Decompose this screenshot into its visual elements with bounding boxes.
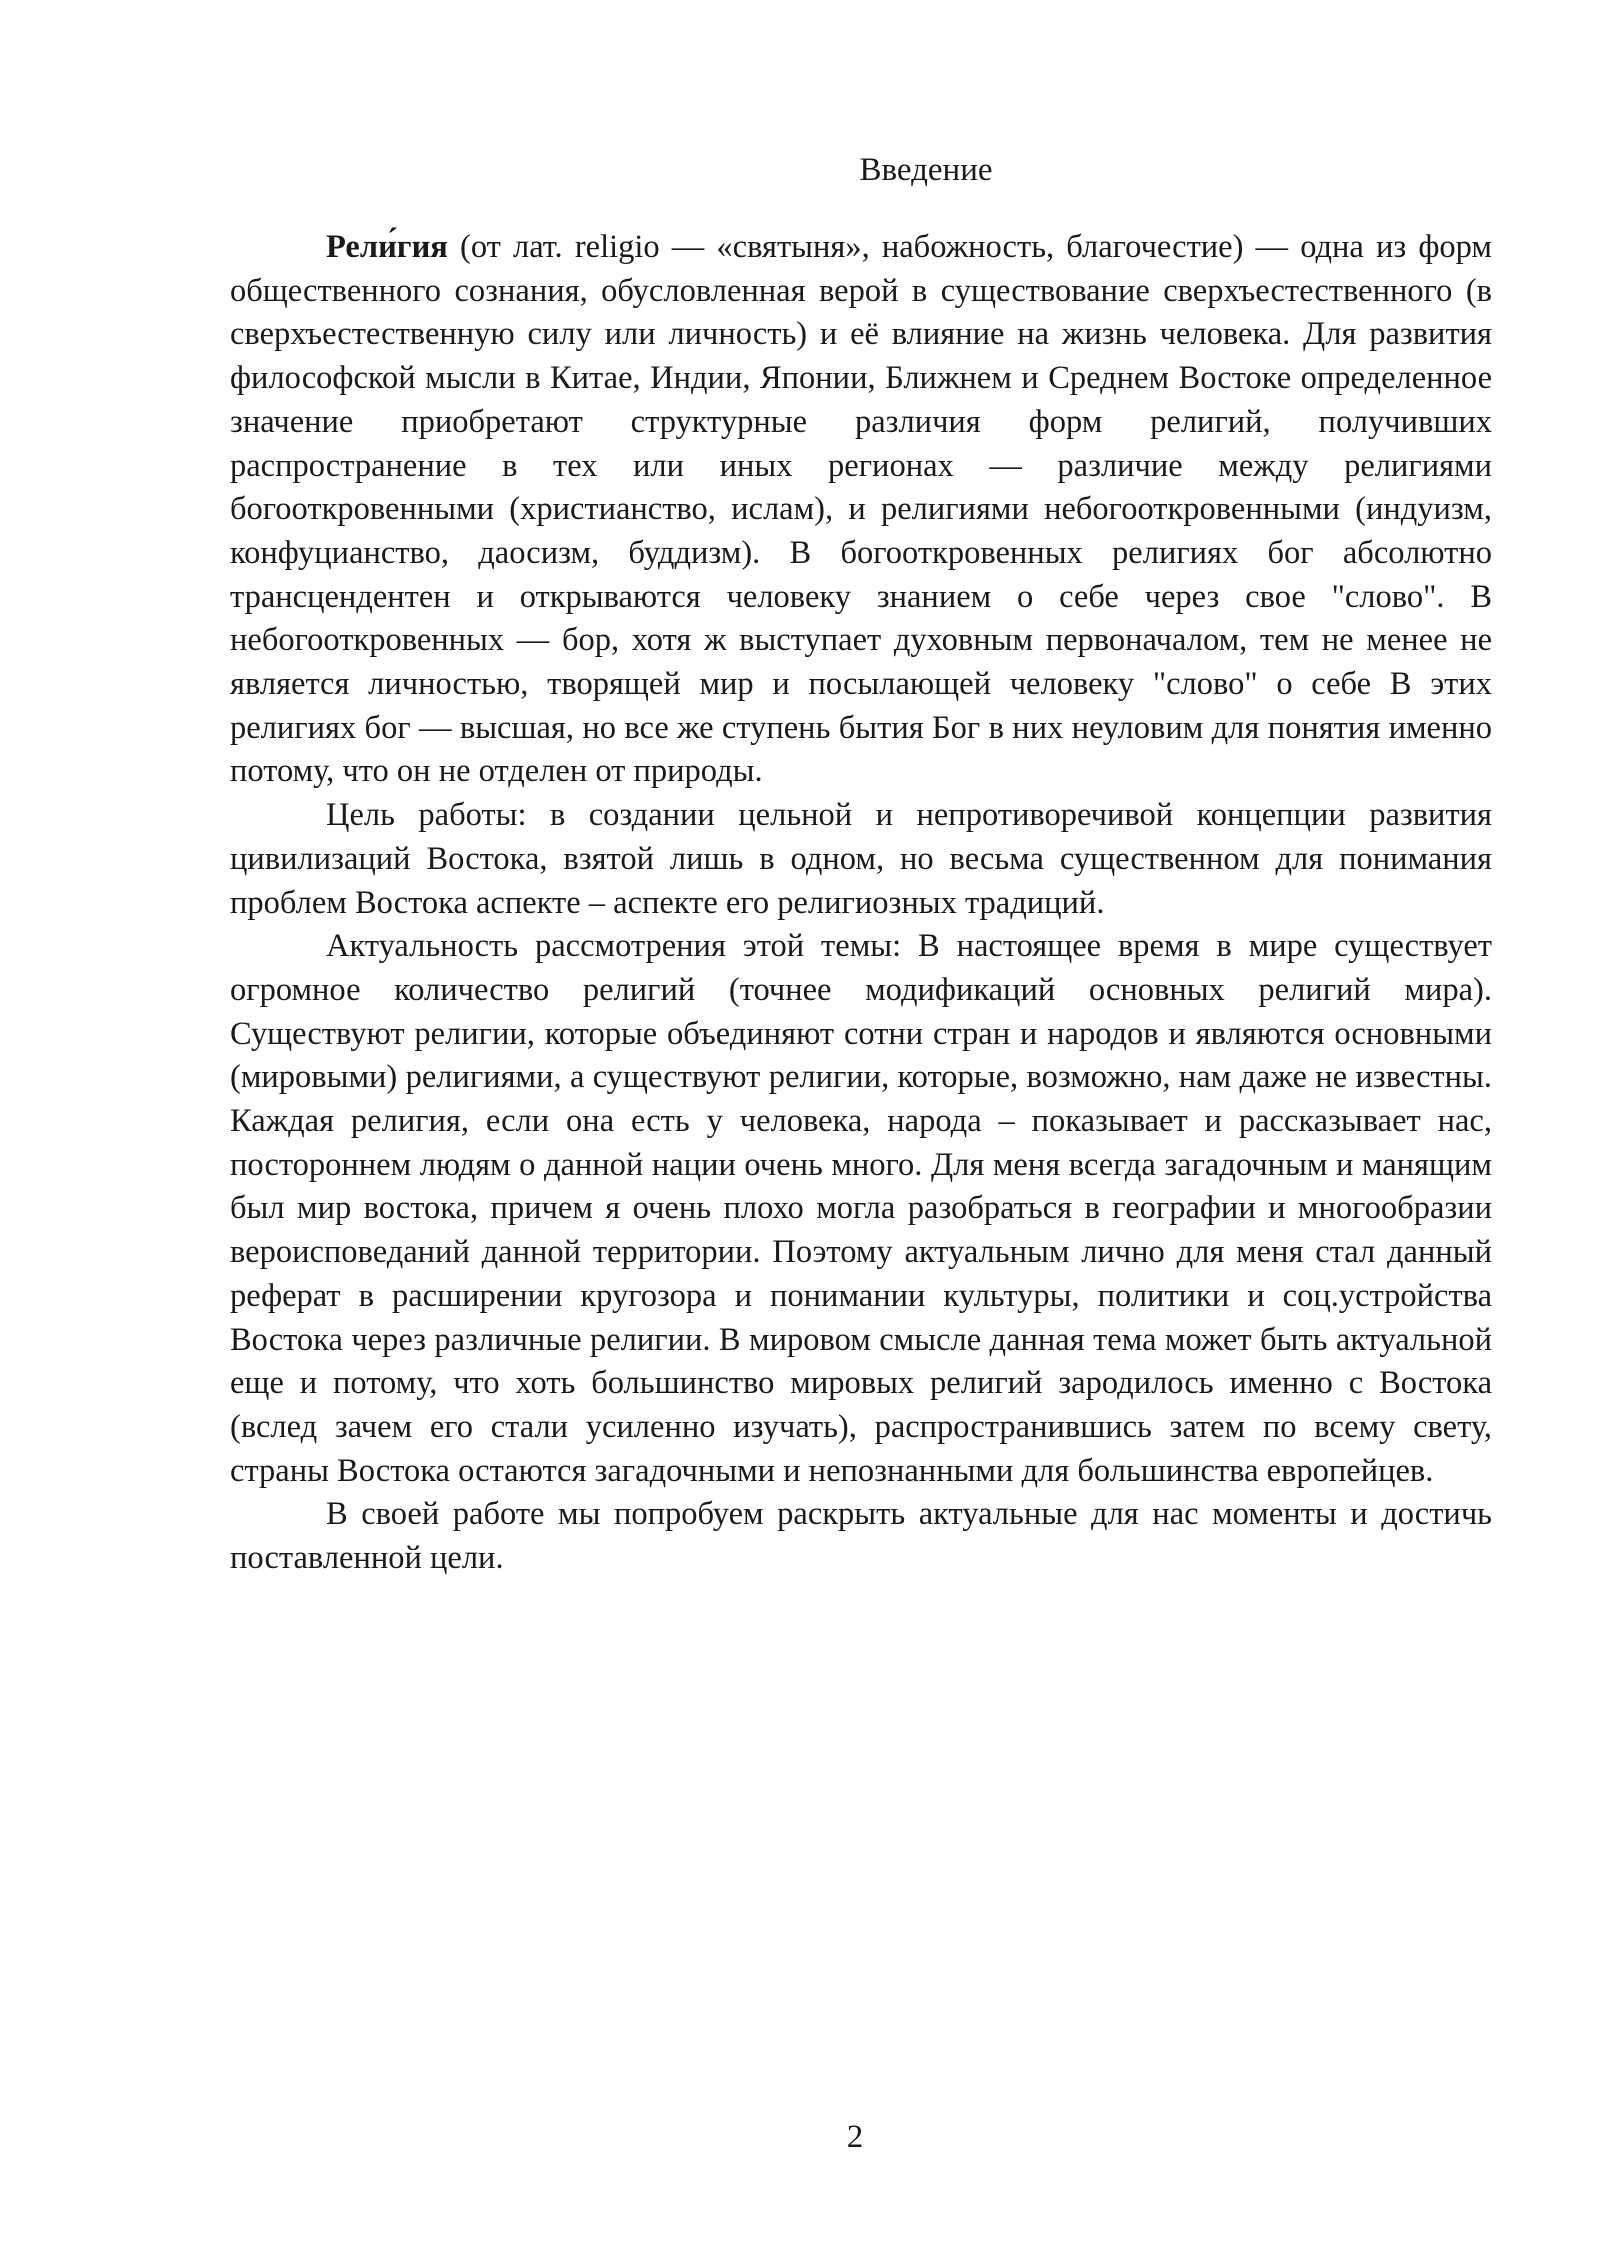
- paragraph-goal: [230, 794, 1492, 925]
- paragraph-definition: [230, 226, 1492, 794]
- paragraph-text: (от лат. religio — «святыня», набожность, благочестие) — одна из форм общественного сознания, обусловленная верой в существование сверхъестественного (в сверхъестественную силу или личность) и её влияние на жизнь человека. Для развития философской мысли в Китае, Индии, Японии, Ближнем и Среднем Востоке определенное значение приобретают структурные различия форм религий, получивших распространение в тех или иных регионах — различие между религиями богооткровенными (христианство, ислам), и религиями небогооткровенными (индуизм, конфуцианство, даосизм, буддизм). В богооткровенных религиях бог абсолютно трансцендентен и открываются человеку знанием о себе через свое "слово". В небогооткровенных — бор, хотя ж выступает духовным первоначалом, тем не менее не является личностью, творящей мир и посылающей человеку "слово" о себе В этих религиях бог — высшая, но все же ступень бытия Бог в них неуловим для понятия именно потому, что он не отделен от природы.: [230, 229, 1492, 790]
- paragraph-relevance: [230, 925, 1492, 1493]
- paragraph-text: Актуальность рассмотрения этой темы: В настоящее время в мире существует огромное количество религий (точнее модификаций основных религий мира). Существуют религии, которые объединяют сотни стран и народов и являются основными (мировыми) религиями, а существуют религии, которые, возможно, нам даже не известны. Каждая религия, если она есть у человека, народа – показывает и рассказывает нас, постороннем людям о данной нации очень много. Для меня всегда загадочным и манящим был мир востока, причем я очень плохо могла разобраться в географии и многообразии вероисповеданий данной территории. Поэтому актуальным лично для меня стал данный реферат в расширении кругозора и понимании культуры, политики и соц.устройства Востока через различные религии. В мировом смысле данная тема может быть актуальной еще и потому, что хоть большинство мировых религий зародилось именно с Востока (вслед зачем его стали усиленно изучать), распространившись затем по всему свету, страны Востока остаются загадочными и непознанными для большинства европейцев.: [230, 928, 1492, 1489]
- page-number: 2: [846, 2119, 864, 2155]
- paragraph-conclusion: [230, 1493, 1492, 1580]
- page-title: Введение: [859, 152, 993, 188]
- page-content: [230, 148, 1492, 1581]
- term-religion: Рели́гия: [326, 229, 448, 265]
- paragraph-text: Цель работы: в создании цельной и непротиворечивой концепции развития цивилизаций Востока, взятой лишь в одном, но весьма существенном для понимания проблем Востока аспекте – аспекте его религиозных традиций.: [230, 797, 1492, 921]
- paragraph-text: В своей работе мы попробуем раскрыть актуальные для нас моменты и достичь поставленной цели.: [230, 1496, 1492, 1577]
